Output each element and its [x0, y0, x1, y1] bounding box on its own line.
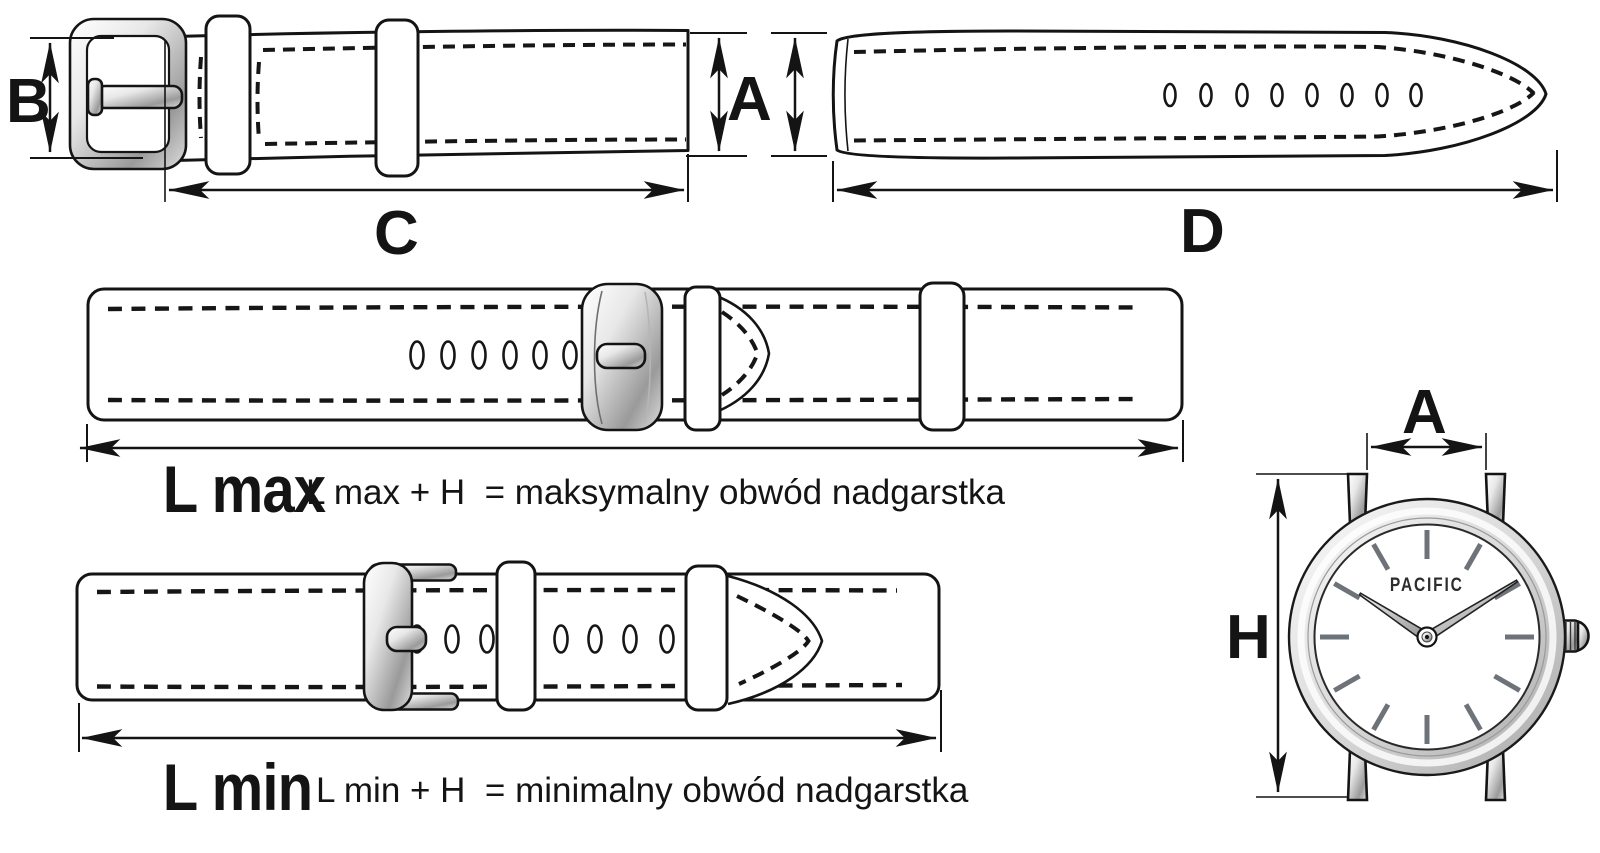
- strap-hole: [1411, 84, 1422, 106]
- strap-hole: [534, 342, 547, 369]
- lmin-formula: L min + H = minimalny obwód nadgarstka: [316, 771, 969, 810]
- strap-keeper: [497, 562, 535, 710]
- dimension-a-right: [771, 33, 827, 156]
- label-lmin: L min: [162, 751, 313, 825]
- strap-hole: [1201, 84, 1212, 106]
- label-h-watch: H: [1226, 603, 1271, 672]
- strap-piece-holes: [771, 31, 1557, 266]
- strap-lmax: [80, 283, 1183, 527]
- label-c: C: [374, 199, 419, 268]
- strap-hole: [555, 626, 568, 653]
- strap-hole: [589, 626, 602, 653]
- buckle-prong: [597, 344, 645, 368]
- strap-hole: [504, 342, 517, 369]
- strap-hole: [661, 626, 674, 653]
- strap-hole: [1272, 84, 1283, 106]
- strap-piece-buckle: [6, 16, 772, 268]
- label-b: B: [6, 67, 51, 136]
- dimension-a-watch: [1367, 378, 1486, 470]
- buckle-icon: [582, 284, 662, 430]
- strap-lmin: [77, 562, 969, 825]
- strap-hole: [1342, 84, 1353, 106]
- strap-hole: [1307, 84, 1318, 106]
- strap-hole: [481, 626, 494, 653]
- strap-hole: [411, 342, 424, 369]
- label-a-width: A: [727, 65, 772, 134]
- strap-keeper: [686, 566, 727, 710]
- strap-hole: [446, 626, 459, 653]
- dimension-d: [833, 150, 1557, 266]
- brand-text: PACIFIC: [1389, 573, 1464, 596]
- lmax-formula: L max + H = maksymalny obwód nadgarstka: [306, 473, 1006, 512]
- strap-keeper: [685, 287, 720, 430]
- label-a-watch: A: [1402, 378, 1447, 447]
- buckle-icon: [70, 19, 186, 169]
- strap-keeper: [920, 283, 964, 430]
- strap-hole: [1377, 84, 1388, 106]
- strap-hole: [473, 342, 486, 369]
- strap-keeper: [376, 20, 418, 176]
- strap-hole: [624, 626, 637, 653]
- strap-keeper: [206, 16, 250, 174]
- label-d: D: [1180, 197, 1225, 266]
- strap-hole: [442, 342, 455, 369]
- strap-hole: [564, 342, 577, 369]
- label-lmax: L max: [162, 453, 326, 527]
- watch: [1226, 378, 1589, 800]
- buckle-prong: [96, 86, 182, 108]
- buckle-prong: [387, 627, 426, 651]
- strap-hole: [1165, 84, 1176, 106]
- stitch-line: [200, 57, 202, 138]
- strap-hole: [1237, 84, 1248, 106]
